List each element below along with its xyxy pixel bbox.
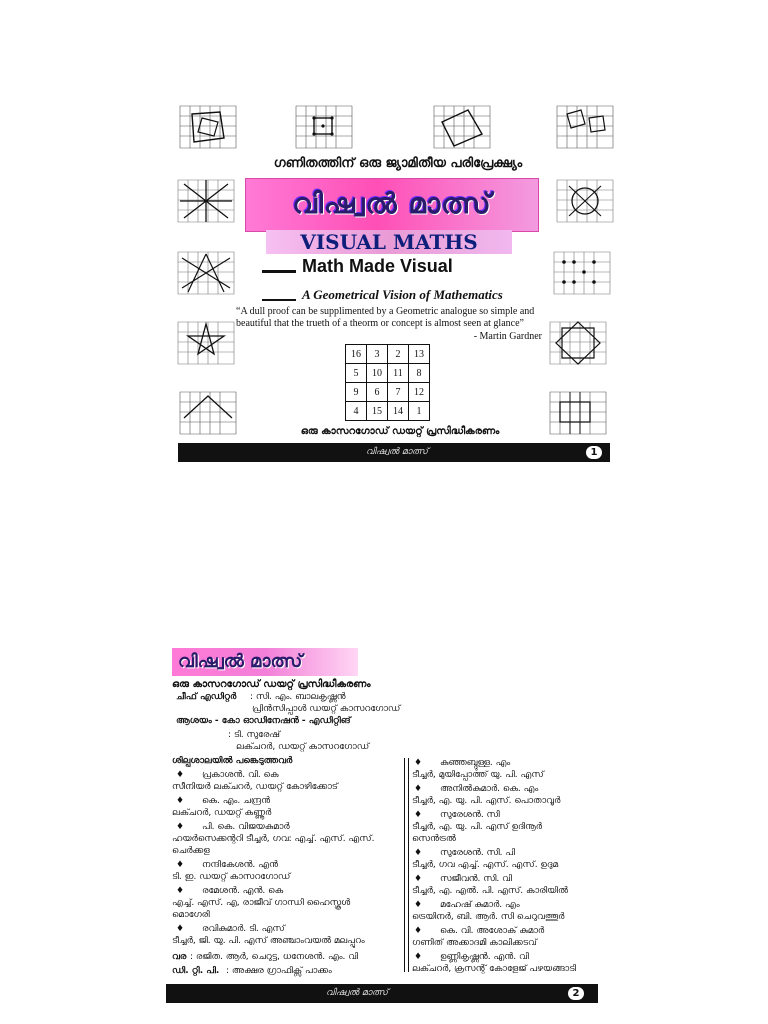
bullet: ♦ — [414, 848, 423, 858]
dtp-value: : അക്ഷര ഗ്രാഫിക്സ് പാക്കം — [226, 966, 332, 976]
bullet: ♦ — [414, 758, 423, 768]
chief-editor-label: ചീഫ് എഡിറ്റർ — [176, 692, 237, 702]
participant-name: സുരേശൻ. സി. പി — [440, 848, 516, 858]
participant-role-cont: ചെർക്കള — [172, 846, 210, 856]
dot-grid-puzzle-icon — [178, 104, 238, 150]
bullet: ♦ — [176, 860, 185, 870]
bullet: ♦ — [414, 952, 423, 962]
magic-square-cell: 13 — [409, 345, 430, 364]
participant-name: രമേശൻ. എൻ. കെ — [202, 886, 284, 896]
magic-square — [345, 344, 430, 421]
participant-name: രവികുമാർ. ടി. എസ് — [202, 924, 285, 934]
bullet: ♦ — [176, 822, 185, 832]
drawing-label: വര — [172, 952, 187, 962]
bullet: ♦ — [414, 874, 423, 884]
dot-grid-puzzle-icon — [432, 104, 492, 150]
magic-square-cell: 6 — [367, 383, 388, 402]
star-grid-puzzle-icon — [548, 320, 608, 366]
participant-name: കെ. വി. അശോക് കുമാർ — [440, 926, 545, 936]
malayalam-logo — [172, 648, 358, 676]
malayalam-logo — [245, 178, 539, 232]
concept-role: ലക്ചറർ, ഡയറ്റ് കാസറഗോഡ് — [236, 742, 370, 752]
participant-name: മഹേഷ് കുമാർ. എം — [440, 900, 520, 910]
dot-grid-puzzle-icon — [552, 250, 612, 296]
footer-title: വിഷ്വൽ മാത്സ് — [366, 447, 428, 457]
magic-square-cell: 9 — [346, 383, 367, 402]
participant-name: അനിൽകുമാർ. കെ. എം — [440, 784, 539, 794]
bullet: ♦ — [414, 900, 423, 910]
page-number: 1 — [586, 446, 602, 459]
participant-name: സജീവൻ. സി. വി — [440, 874, 512, 884]
magic-square-row — [346, 383, 430, 402]
participant-role: ടി. ഇ. ഡയറ്റ് കാസറഗോഡ് — [172, 872, 291, 882]
footer-title: വിഷ്വൽ മാത്സ് — [326, 988, 388, 998]
chief-editor-name: : സി. എം. ബാലകൃഷ്ണൻ — [250, 692, 346, 702]
magic-square-cell: 14 — [388, 402, 409, 421]
participant-role-cont: മൊഗേരി — [172, 910, 210, 920]
magic-square-cell: 1 — [409, 402, 430, 421]
dtp-label: ഡി. റ്റി. പി. — [172, 966, 220, 976]
participant-role: ലക്ചറർ, ക്രസന്റ് കോളേജ് പഴയങ്ങാടി — [412, 964, 577, 974]
subheading: A Geometrical Vision of Mathematics — [302, 287, 503, 302]
chief-editor-role: പ്രിൻസിപ്പാൾ ഡയറ്റ് കാസറഗോഡ് — [252, 704, 401, 714]
publisher-line: ഒരു കാസറഗോഡ് ഡയറ്റ് പ്രസിദ്ധീകരണം — [172, 679, 371, 690]
magic-square-cell: 10 — [367, 364, 388, 383]
magic-square-cell: 4 — [346, 402, 367, 421]
participant-name: കെ. എം. ചന്ദ്രൻ — [202, 796, 271, 806]
english-logo-text: VISUAL MATHS — [300, 230, 478, 254]
magic-square-cell: 2 — [388, 345, 409, 364]
participant-name: നന്ദികേശൻ. എൻ — [202, 860, 278, 870]
participant-role-cont: സെൻട്രൽ — [412, 834, 456, 844]
star-grid-puzzle-icon — [176, 250, 236, 296]
magic-square-cell: 12 — [409, 383, 430, 402]
concept-label: ആശയം - കോ ഓഡിനേഷൻ - എഡിറ്റിങ് — [176, 716, 351, 726]
malayalam-logo-text: വിഷ്വൽ മാത്സ് — [178, 651, 303, 672]
magic-square-row — [346, 345, 430, 364]
page-footer — [166, 984, 598, 1003]
quote: “A dull proof can be supplimented by a Geometric analogue so simple and beautiful that the trueth of a theorm or concept is almost seen at glance” — [236, 306, 535, 329]
participant-role: എച്ച്. എസ്. എ, രാജീവ് ഗാന്ധി ഹൈസ്കൂൾ — [172, 898, 351, 908]
magic-square-row — [346, 364, 430, 383]
bullet: ♦ — [176, 924, 185, 934]
workshop-heading: ശില്പശാലയിൽ പങ്കെടുത്തവർ — [172, 756, 293, 766]
page-number: 2 — [568, 987, 584, 1000]
participant-role: ടീച്ചർ, ഗവ എച്ച്. എസ്. എസ്. ഉദുമ — [412, 860, 559, 870]
star-grid-puzzle-icon — [176, 320, 236, 366]
magic-square-cell: 15 — [367, 402, 388, 421]
magic-square-cell: 16 — [346, 345, 367, 364]
bullet: ♦ — [176, 770, 185, 780]
participant-role: ഹയർസെക്കന്ററി ടീച്ചർ, ഗവ: എച്ച്. എസ്. എസ്. — [172, 834, 375, 844]
participant-role: ടീച്ചർ, എ. എൽ. പി. എസ്. കാരിയിൽ — [412, 886, 568, 896]
english-logo — [266, 230, 512, 254]
magic-square-cell: 11 — [388, 364, 409, 383]
bullet: ♦ — [414, 926, 423, 936]
magic-square-cell: 7 — [388, 383, 409, 402]
dot-grid-puzzle-icon — [548, 390, 608, 436]
participant-role: ഗണിത് അക്കാദമി കാലിക്കടവ് — [412, 938, 537, 948]
drawing-value: : രജിത. ആർ, ചെറുട്ട, ധനേശൻ. എം. വി — [190, 952, 359, 962]
participant-role: ടീച്ചർ, മുയിപ്പോത്ത് യു. പി. എസ് — [412, 770, 544, 780]
star-grid-puzzle-icon — [176, 178, 236, 224]
participant-name: പ്രകാശൻ. വി. കെ — [202, 770, 279, 780]
participant-role: ടീച്ചർ, ജി. യു. പി. എസ് അഞ്ചാംവയൽ മലപ്പുറം — [172, 936, 365, 946]
magic-square-cell: 8 — [409, 364, 430, 383]
participant-role: സീനിയർ ലക്ചറർ, ഡയറ്റ് കോഴിക്കോട് — [172, 782, 338, 792]
page-footer — [178, 443, 610, 462]
participant-role: ട്രെയിനർ, ബി. ആർ. സി ചെറുവത്തൂർ — [412, 912, 565, 922]
bullet: ♦ — [176, 886, 185, 896]
participant-name: ഉണ്ണികൃഷ്ണൻ. എൻ. വി — [440, 952, 529, 962]
star-grid-puzzle-icon — [555, 178, 615, 224]
magic-square-row — [346, 402, 430, 421]
dot-grid-puzzle-icon — [178, 390, 238, 436]
bullet: ♦ — [176, 796, 185, 806]
concept-name: : ടി. സുരേഷ് — [228, 730, 280, 740]
dot-grid-puzzle-icon — [555, 104, 615, 150]
bullet: ♦ — [414, 784, 423, 794]
subheading-rule — [262, 299, 296, 301]
participant-name: സുരേശൻ. സി — [440, 810, 500, 820]
participant-role: ലക്ചറർ, ഡയറ്റ് കണ്ണൂർ — [172, 808, 272, 818]
column-divider — [404, 758, 409, 972]
quote-author: - Martin Gardner — [473, 331, 542, 342]
magic-square-cell: 3 — [367, 345, 388, 364]
dot-grid-puzzle-icon — [294, 104, 354, 150]
bullet: ♦ — [414, 810, 423, 820]
malayalam-logo-text: വിഷ്വൽ മാത്സ് — [292, 187, 492, 220]
tagline-rule — [262, 270, 296, 273]
tagline: Math Made Visual — [302, 256, 453, 276]
publisher-line: ഒരു കാസറഗോഡ് ഡയറ്റ് പ്രസിദ്ധീകരണം — [300, 426, 500, 437]
malayalam-subtitle: ഗണിതത്തിന് ഒരു ജ്യാമിതീയ പരിപ്രേക്ഷ്യം — [273, 156, 523, 171]
participant-name: പി. കെ. വിജയകുമാർ — [202, 822, 290, 832]
magic-square-cell: 5 — [346, 364, 367, 383]
participant-name: കുഞ്ഞബ്ദുള്ള. എം — [440, 758, 511, 768]
participant-role: ടീച്ചർ, എ. യു. പി. എസ് ഉദിനൂർ — [412, 822, 543, 832]
participant-role: ടീച്ചർ, എ. യു. പി. എസ്. പൊതാവൂർ — [412, 796, 561, 806]
